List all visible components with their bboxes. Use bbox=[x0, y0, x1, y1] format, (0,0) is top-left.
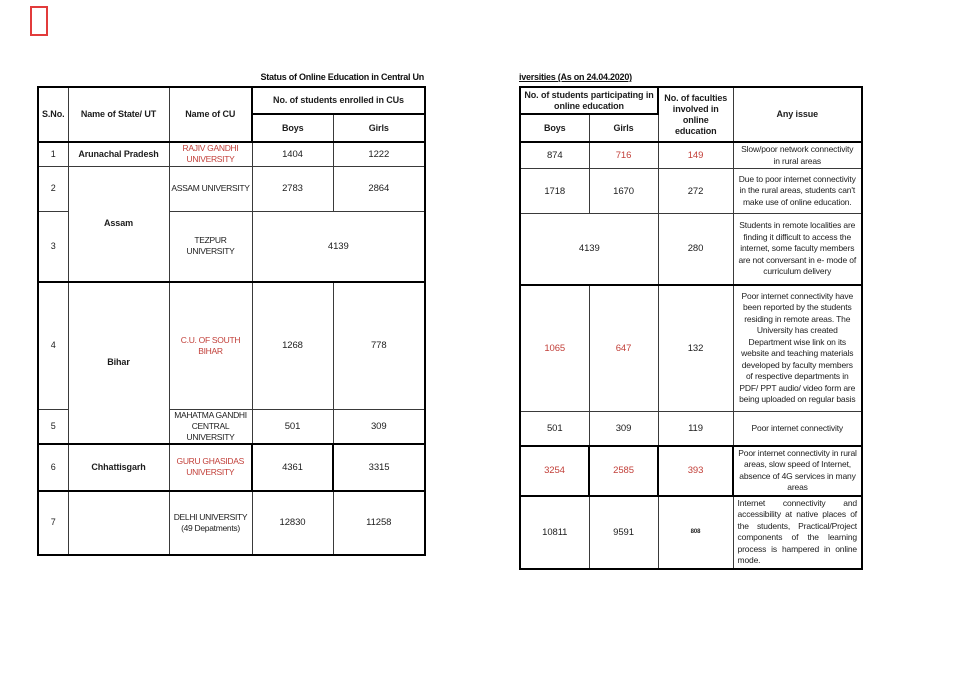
cell-state: Chhattisgarh bbox=[68, 444, 169, 491]
cell-girls: 647 bbox=[589, 285, 658, 412]
right-table bbox=[519, 86, 863, 570]
header-any-issue: Any issue bbox=[733, 87, 862, 142]
cell-girls: 716 bbox=[589, 142, 658, 169]
header-girls: Girls bbox=[589, 114, 658, 142]
cell-boys: 1268 bbox=[252, 282, 333, 409]
cell-girls: 1670 bbox=[589, 169, 658, 214]
cell-sno: 1 bbox=[38, 142, 68, 166]
cell-boys: 874 bbox=[520, 142, 589, 169]
table-row bbox=[520, 412, 862, 446]
cell-faculties: 149 bbox=[658, 142, 733, 169]
header-girls: Girls bbox=[333, 114, 425, 142]
cell-issue: Poor internet connectivity in rural areas, slow speed of Internet, absence of 4G services in many areas bbox=[733, 446, 862, 496]
cell-sno: 6 bbox=[38, 444, 68, 491]
cell-sno: 3 bbox=[38, 211, 68, 282]
table-row bbox=[520, 496, 862, 569]
cell-girls: 1222 bbox=[333, 142, 425, 166]
cell-state bbox=[68, 491, 169, 555]
cell-faculties: 393 bbox=[658, 446, 733, 496]
left-table bbox=[37, 86, 426, 556]
table-row bbox=[38, 282, 425, 409]
header-enrolled: No. of students enrolled in CUs bbox=[252, 87, 425, 114]
cell-issue: Internet connectivity and accessibility at native places of the students, Practical/Project components of the learning process is hampered in online mode. bbox=[733, 496, 862, 569]
table-row bbox=[520, 142, 862, 169]
cell-faculties: 119 bbox=[658, 412, 733, 446]
table-row bbox=[38, 142, 425, 166]
cell-issue: Poor internet connectivity have been reported by the students residing in remote areas. The University has created Department wise link on its website and teaching materials developed by faculty members of respective departments in PDF/ PPT audio/ video form are being uploaded on regular basis bbox=[733, 285, 862, 412]
header-cu: Name of CU bbox=[169, 87, 252, 142]
table-row bbox=[520, 285, 862, 412]
table-row bbox=[520, 446, 862, 496]
cell-cu: C.U. OF SOUTH BIHAR bbox=[169, 282, 252, 409]
cell-boys: 1065 bbox=[520, 285, 589, 412]
header-participating: No. of students participating in online education bbox=[520, 87, 658, 114]
cell-state: Bihar bbox=[68, 282, 169, 444]
table-row bbox=[38, 166, 425, 211]
cell-boys: 501 bbox=[252, 409, 333, 444]
cell-state: Assam bbox=[68, 166, 169, 282]
document-title-left: Status of Online Education in Central Un bbox=[260, 72, 424, 82]
header-row bbox=[520, 87, 862, 114]
cell-sno: 4 bbox=[38, 282, 68, 409]
cell-girls: 11258 bbox=[333, 491, 425, 555]
table-row bbox=[38, 444, 425, 491]
cell-girls: 778 bbox=[333, 282, 425, 409]
cell-boys: 1718 bbox=[520, 169, 589, 214]
cell-boys: 10811 bbox=[520, 496, 589, 569]
cell-boys: 1404 bbox=[252, 142, 333, 166]
cell-sno: 7 bbox=[38, 491, 68, 555]
cell-boys: 2783 bbox=[252, 166, 333, 211]
cell-cu: RAJIV GANDHI UNIVERSITY bbox=[169, 142, 252, 166]
cell-boys: 4361 bbox=[252, 444, 333, 491]
cell-faculties: 132 bbox=[658, 285, 733, 412]
cell-faculties: 808 bbox=[658, 496, 733, 569]
cell-faculties: 272 bbox=[658, 169, 733, 214]
cell-boys: 3254 bbox=[520, 446, 589, 496]
cell-girls: 309 bbox=[333, 409, 425, 444]
cell-cu: DELHI UNIVERSITY (49 Depatments) bbox=[169, 491, 252, 555]
cell-cu: GURU GHASIDAS UNIVERSITY bbox=[169, 444, 252, 491]
header-faculties: No. of faculties involved in online education bbox=[658, 87, 733, 142]
cell-issue: Due to poor internet connectivity in the rural areas, students can't make use of online education. bbox=[733, 169, 862, 214]
table-row bbox=[520, 214, 862, 285]
cell-girls: 2864 bbox=[333, 166, 425, 211]
cell-issue: Slow/poor network connectivity in rural areas bbox=[733, 142, 862, 169]
header-row bbox=[38, 87, 425, 114]
document-title-right: iversities (As on 24.04.2020) bbox=[519, 72, 632, 82]
cell-issue: Students in remote localities are finding it difficult to access the internet, some faculty members are not conversant in e- mode of curriculum delivery bbox=[733, 214, 862, 285]
cell-issue: Poor internet connectivity bbox=[733, 412, 862, 446]
cell-sno: 5 bbox=[38, 409, 68, 444]
cell-faculties: 280 bbox=[658, 214, 733, 285]
cell-girls: 9591 bbox=[589, 496, 658, 569]
cell-girls: 309 bbox=[589, 412, 658, 446]
cell-cu: TEZPUR UNIVERSITY bbox=[169, 211, 252, 282]
cell-girls: 2585 bbox=[589, 446, 658, 496]
cell-girls: 3315 bbox=[333, 444, 425, 491]
cell-boys-girls-merged: 4139 bbox=[252, 211, 425, 282]
cell-state: Arunachal Pradesh bbox=[68, 142, 169, 166]
cell-boys: 12830 bbox=[252, 491, 333, 555]
cell-cu: MAHATMA GANDHI CENTRAL UNIVERSITY bbox=[169, 409, 252, 444]
red-annotation-box bbox=[30, 6, 48, 36]
header-boys: Boys bbox=[520, 114, 589, 142]
header-state: Name of State/ UT bbox=[68, 87, 169, 142]
header-boys: Boys bbox=[252, 114, 333, 142]
header-sno: S.No. bbox=[38, 87, 68, 142]
cell-cu: ASSAM UNIVERSITY bbox=[169, 166, 252, 211]
cell-sno: 2 bbox=[38, 166, 68, 211]
cell-boys-girls-merged: 4139 bbox=[520, 214, 658, 285]
table-row bbox=[520, 169, 862, 214]
table-row bbox=[38, 491, 425, 555]
cell-boys: 501 bbox=[520, 412, 589, 446]
